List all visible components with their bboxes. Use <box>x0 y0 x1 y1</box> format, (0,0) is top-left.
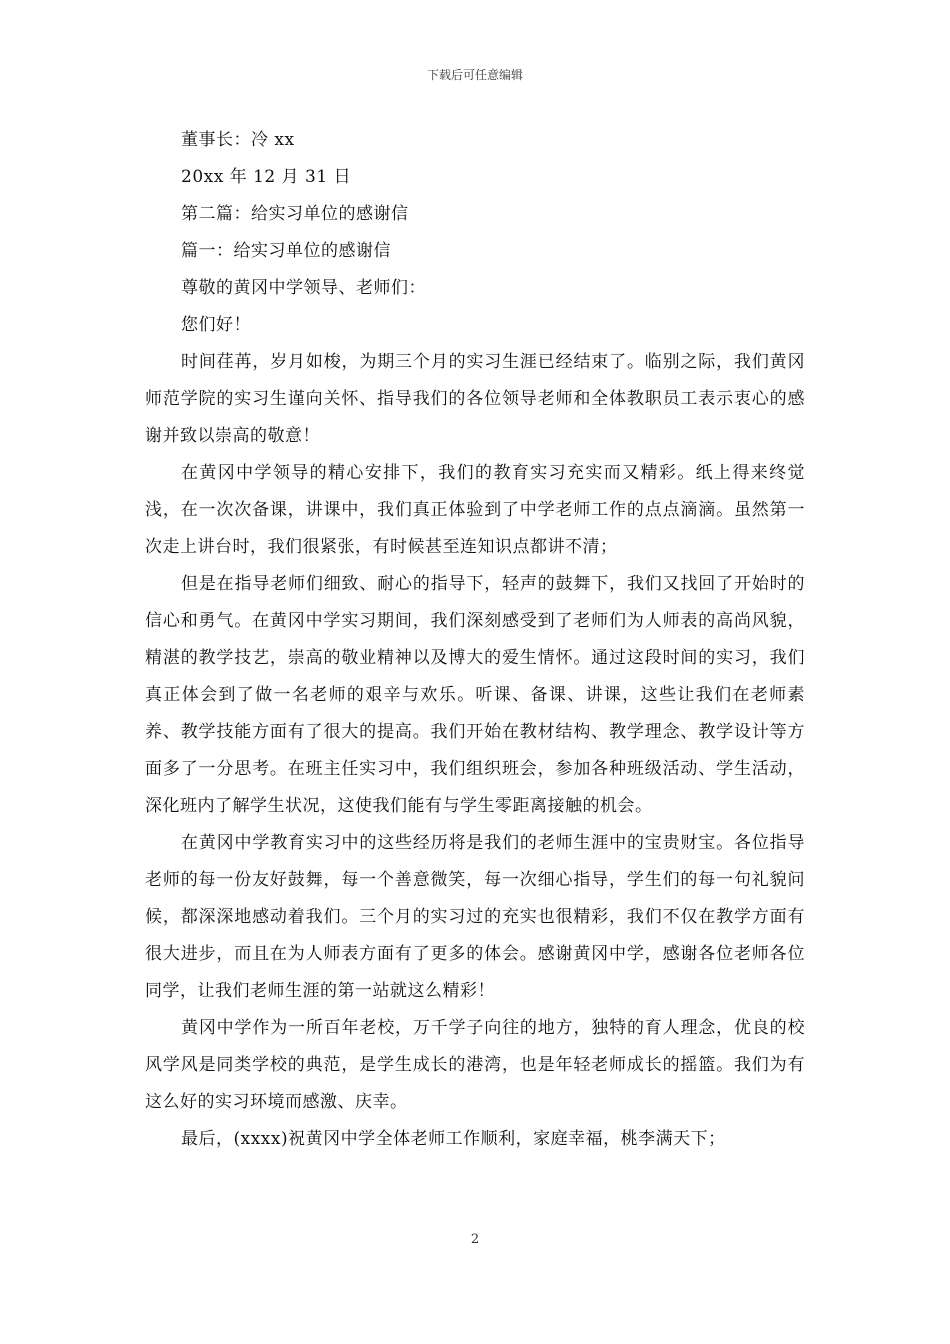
page-header-note: 下载后可任意编辑 <box>426 68 523 82</box>
chairman-line: 董事长：冷 xx <box>181 130 295 150</box>
letter-body <box>145 122 805 1158</box>
date-line: 20xx 年 12 月 31 日 <box>181 167 352 187</box>
page-number: 2 <box>470 1232 480 1247</box>
chapter-two-title: 第二篇：给实习单位的感谢信 <box>181 204 409 224</box>
paragraph-1: 时间荏苒，岁月如梭，为期三个月的实习生涯已经结束了。临别之际，我们黄冈师范学院的实习生谨向关怀、指导我们的各位领导老师和全体教职员工表示衷心的感谢并致以崇高的敬意！ <box>145 352 805 446</box>
paragraph-4: 在黄冈中学教育实习中的这些经历将是我们的老师生涯中的宝贵财宝。各位指导老师的每一份友好鼓舞，每一个善意微笑，每一次细心指导，学生们的每一句礼貌问候，都深深地感动着我们。三个月的实习过的充实也很精彩，我们不仅在教学方面有很大进步，而且在为人师表方面有了更多的体会。感谢黄冈中学，感谢各位老师各位同学，让我们老师生涯的第一站就这么精彩！ <box>145 833 805 1001</box>
paragraph-3: 但是在指导老师们细致、耐心的指导下，轻声的鼓舞下，我们又找回了开始时的信心和勇气。在黄冈中学实习期间，我们深刻感受到了老师们为人师表的高尚风貌，精湛的教学技艺，崇高的敬业精神以及博大的爱生情怀。通过这段时间的实习，我们真正体会到了做一名老师的艰辛与欢乐。听课、备课、讲课，这些让我们在老师素养、教学技能方面有了很大的提高。我们开始在教材结构、教学理念、教学设计等方面多了一分思考。在班主任实习中，我们组织班会，参加各种班级活动、学生活动，深化班内了解学生状况，这使我们能有与学生零距离接触的机会。 <box>145 574 805 816</box>
paragraph-2: 在黄冈中学领导的精心安排下，我们的教育实习充实而又精彩。纸上得来终觉浅，在一次次备课，讲课中，我们真正体验到了中学老师工作的点点滴滴。虽然第一次走上讲台时，我们很紧张，有时候甚至连知识点都讲不清； <box>145 463 805 557</box>
paragraph-6: 最后，(xxxx)祝黄冈中学全体老师工作顺利，家庭幸福，桃李满天下； <box>181 1129 726 1149</box>
piece-one-title: 篇一：给实习单位的感谢信 <box>181 241 391 261</box>
greeting: 您们好！ <box>181 315 251 335</box>
paragraph-5: 黄冈中学作为一所百年老校，万千学子向往的地方，独特的育人理念，优良的校风学风是同类学校的典范，是学生成长的港湾，也是年轻老师成长的摇篮。我们为有这么好的实习环境而感激、庆幸。 <box>145 1018 805 1112</box>
salutation: 尊敬的黄冈中学领导、老师们： <box>181 278 426 298</box>
